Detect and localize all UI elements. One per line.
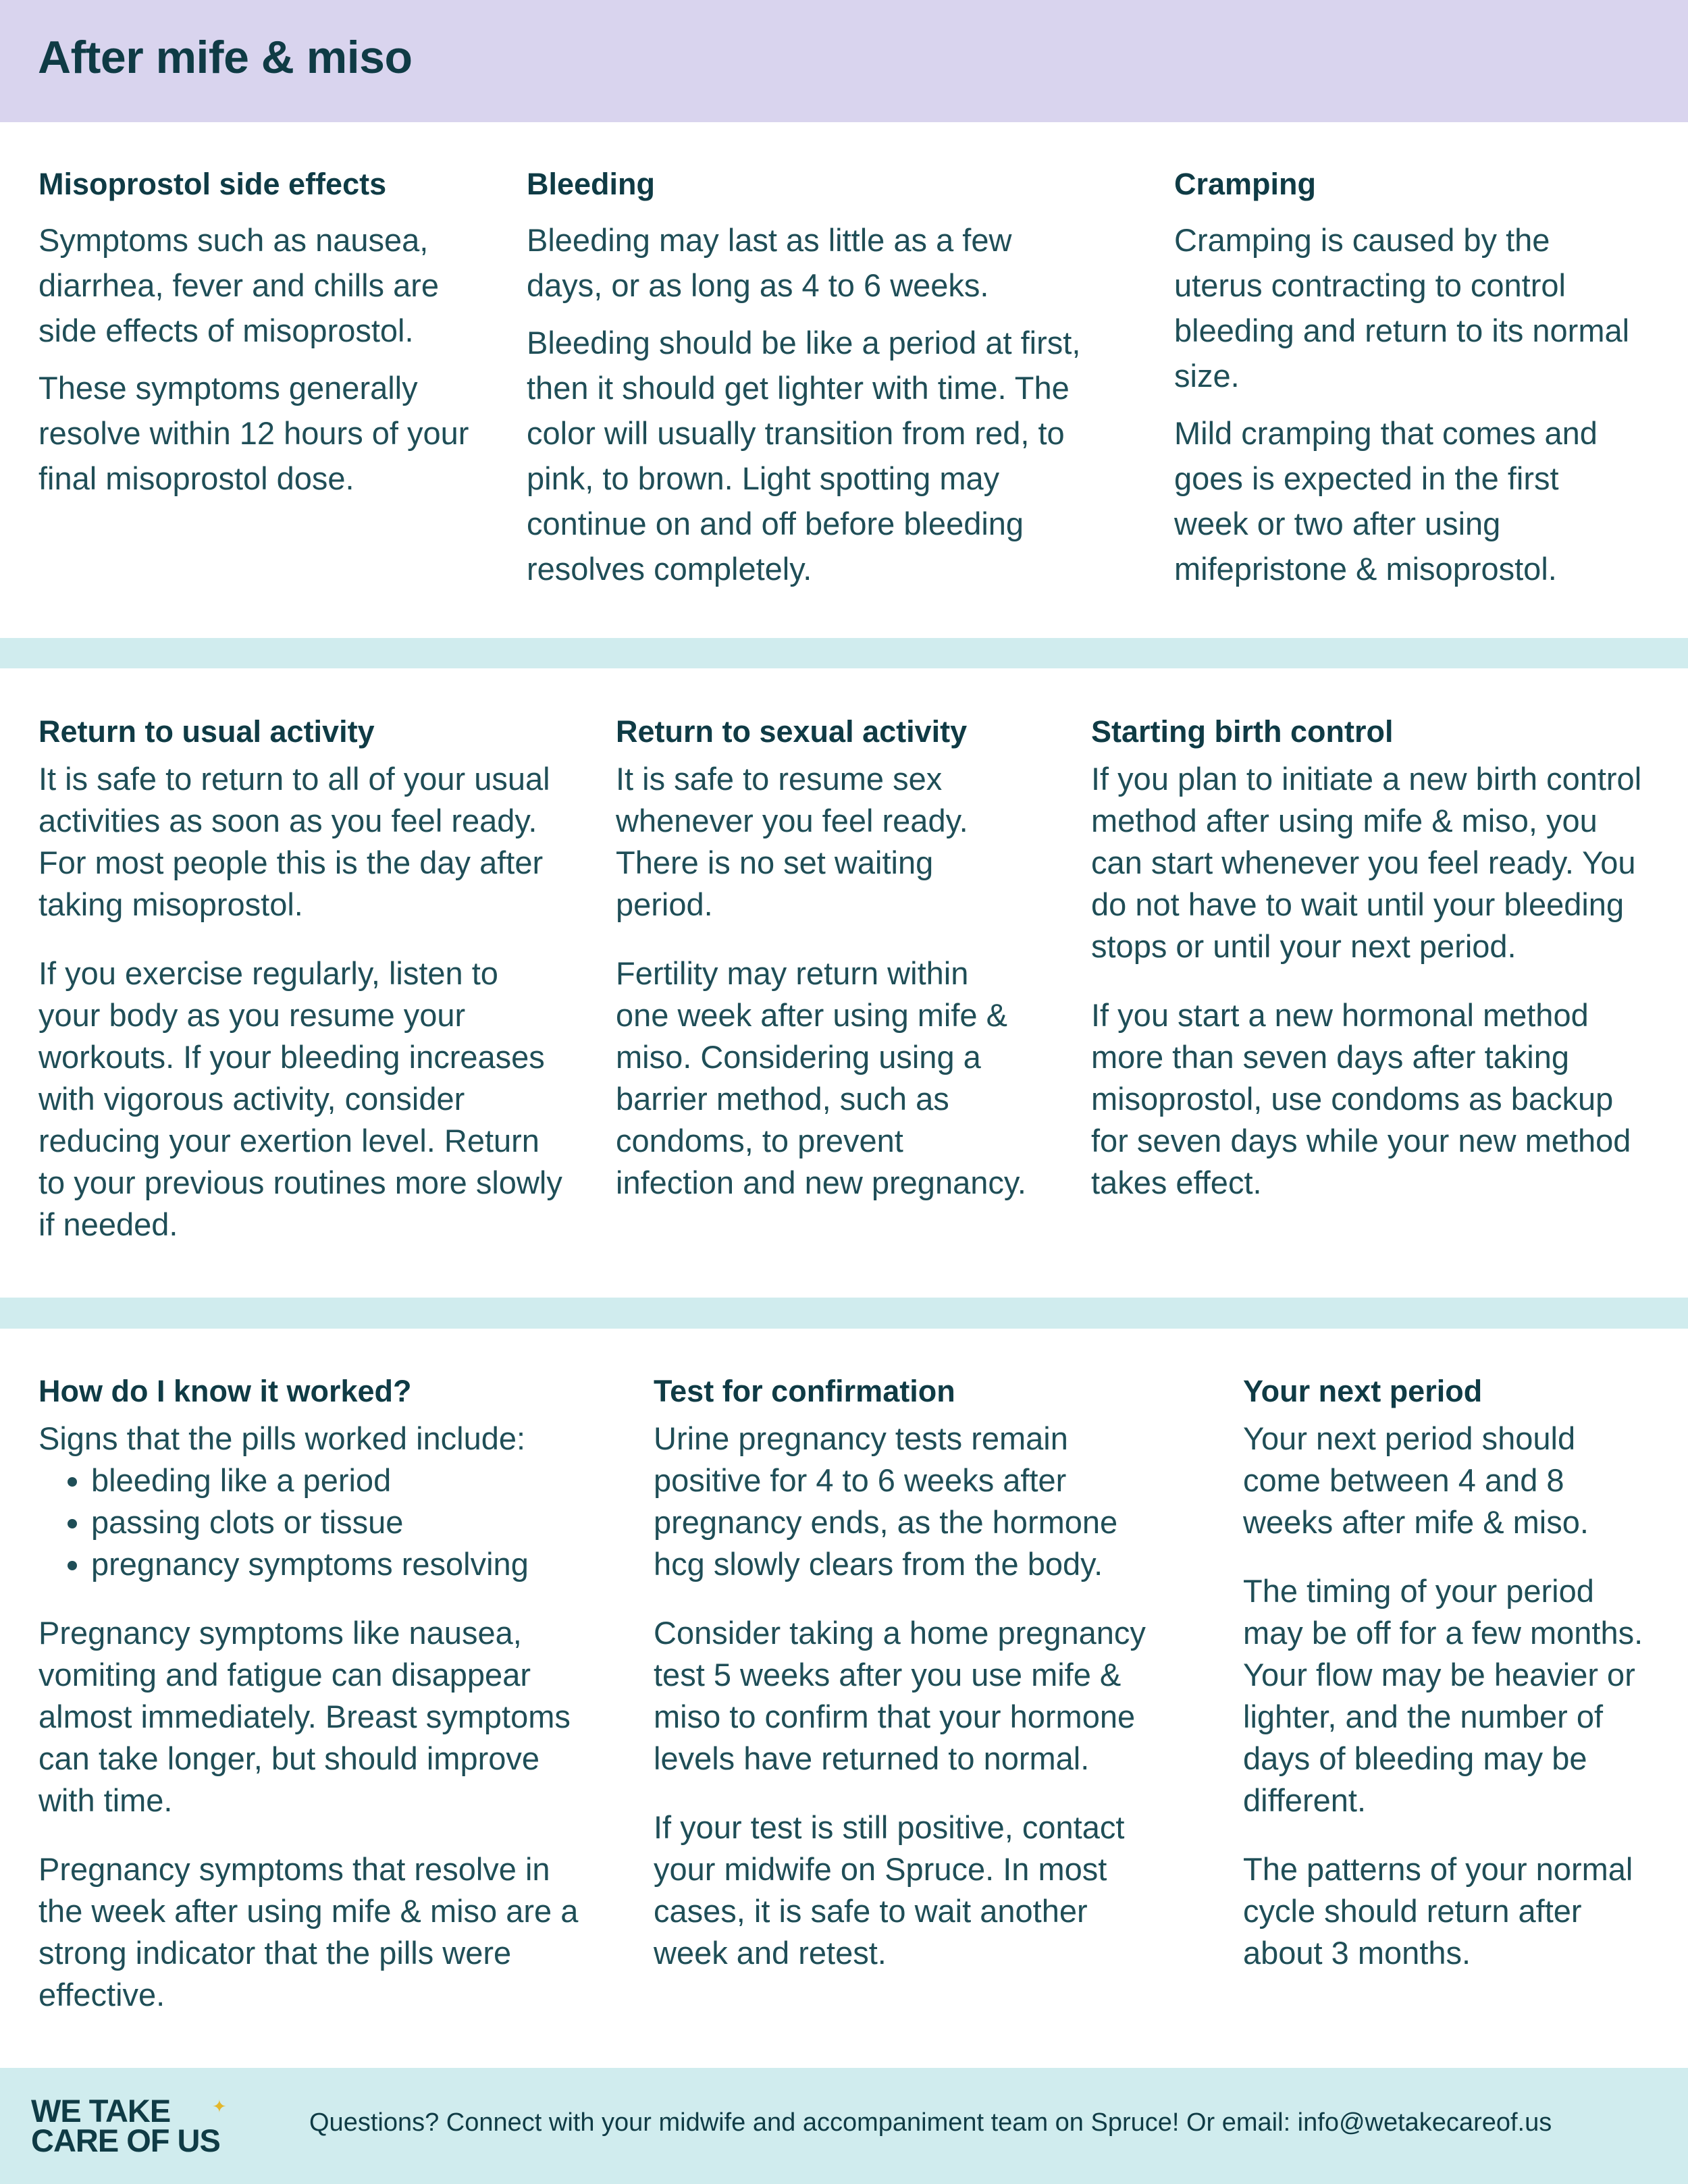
list-item: • pregnancy symptoms resolving <box>91 1543 579 1585</box>
sexual-activity-p2: Fertility may return within one week after using mife & miso. Considering using a barrier method, such as condoms, to prevent infection and new pregnancy. <box>616 955 1026 1200</box>
birth-control-p2: If you start a new hormonal method more than seven days after taking misoprostol, use condoms as backup for seven days while your new method takes effect. <box>1091 997 1631 1200</box>
column-side-effects <box>38 166 471 513</box>
column-birth-control <box>1091 714 1652 1231</box>
next-period-p2: The timing of your period may be off for a few months. Your flow may be heavier or lighter, and the number of days of bleeding may be different. <box>1243 1573 1643 1818</box>
divider-band <box>0 638 1688 668</box>
bleeding-p1: Bleeding may last as little as a few days, or as long as 4 to 6 weeks. <box>527 222 1012 303</box>
side-effects-p2: These symptoms generally resolve within 12 hours of your final misoprostol dose. <box>38 370 469 496</box>
column-know-worked <box>38 1373 579 2043</box>
test-p3: If your test is still positive, contact your midwife on Spruce. In most cases, it is safe to wait another week and retest. <box>654 1809 1125 1971</box>
column-next-period <box>1243 1373 1655 2001</box>
birth-control-heading: Starting birth control <box>1091 714 1394 749</box>
next-period-p1: Your next period should come between 4 and 8 weeks after mife & miso. <box>1243 1420 1589 1540</box>
know-worked-heading: How do I know it worked? <box>38 1374 412 1408</box>
test-p1: Urine pregnancy tests remain positive for 4 to 6 weeks after pregnancy ends, as the hormone hcg slowly clears from the body. <box>654 1420 1118 1582</box>
usual-activity-heading: Return to usual activity <box>38 714 375 749</box>
know-worked-intro: Signs that the pills worked include: <box>38 1420 526 1456</box>
section-confirmation-next-period <box>0 1373 1688 2048</box>
birth-control-p1: If you plan to initiate a new birth control method after using mife & miso, you can start whenever you feel ready. You do not have to wait until your bleeding stops or until your next period. <box>1091 761 1642 964</box>
know-worked-p1: Pregnancy symptoms like nausea, vomiting and fatigue can disappear almost immediately. Breast symptoms can take longer, but should improve with time. <box>38 1615 571 1818</box>
next-period-p3: The patterns of your normal cycle should return after about 3 months. <box>1243 1851 1633 1971</box>
logo-line-1: WE TAKE <box>31 2093 171 2129</box>
divider-band <box>0 1298 1688 1329</box>
signs-list <box>38 1460 579 1585</box>
logo <box>31 2093 274 2158</box>
column-bleeding <box>527 166 1087 604</box>
know-worked-p2: Pregnancy symptoms that resolve in the week after using mife & miso are a strong indicator that the pills were effective. <box>38 1851 579 2013</box>
side-effects-heading: Misoprostol side effects <box>38 167 387 201</box>
footer-contact-text: Questions? Connect with your midwife and accompaniment team on Spruce! Or email: info@wetakecareof.us <box>309 2108 1552 2137</box>
next-period-heading: Your next period <box>1243 1374 1483 1408</box>
usual-activity-p1: It is safe to return to all of your usual activities as soon as you feel ready. For most people this is the day after taking misoprostol. <box>38 761 550 922</box>
logo-line-2: CARE OF US <box>31 2123 220 2158</box>
bleeding-heading: Bleeding <box>527 167 656 201</box>
side-effects-p1: Symptoms such as nausea, diarrhea, fever and chills are side effects of misoprostol. <box>38 222 440 348</box>
page-title: After mife & miso <box>38 32 413 83</box>
test-p2: Consider taking a home pregnancy test 5 weeks after you use mife & miso to confirm that your hormone levels have returned to normal. <box>654 1615 1146 1776</box>
list-item: • passing clots or tissue <box>91 1501 579 1543</box>
column-cramping <box>1174 166 1640 604</box>
column-test-confirmation <box>654 1373 1167 2001</box>
page-header <box>0 0 1688 122</box>
sparkle-icon: ✦ <box>212 2096 227 2116</box>
section-activity-birth-control <box>0 714 1688 1294</box>
cramping-p2: Mild cramping that comes and goes is expected in the first week or two after using mifepristone & misoprostol. <box>1174 415 1598 587</box>
section-side-effects-bleeding-cramping <box>0 166 1688 639</box>
column-sexual-activity <box>616 714 1028 1231</box>
bleeding-p2: Bleeding should be like a period at first, then it should get lighter with time. The color will usually transition from red, to pink, to brown. Light spotting may continue on and off before bleeding resolves completely. <box>527 325 1081 587</box>
sexual-activity-p1: It is safe to resume sex whenever you feel ready. There is no set waiting period. <box>616 761 968 922</box>
sexual-activity-heading: Return to sexual activity <box>616 714 968 749</box>
cramping-p1: Cramping is caused by the uterus contracting to control bleeding and return to its normal size. <box>1174 222 1630 394</box>
footer <box>0 2068 1688 2184</box>
cramping-heading: Cramping <box>1174 167 1317 201</box>
usual-activity-p2: If you exercise regularly, listen to your body as you resume your workouts. If your bleeding increases with vigorous activity, consider reducing your exertion level. Return to your previous routines more slowly if needed. <box>38 955 562 1242</box>
list-item: • bleeding like a period <box>91 1460 579 1501</box>
column-usual-activity <box>38 714 565 1273</box>
test-heading: Test for confirmation <box>654 1374 955 1408</box>
